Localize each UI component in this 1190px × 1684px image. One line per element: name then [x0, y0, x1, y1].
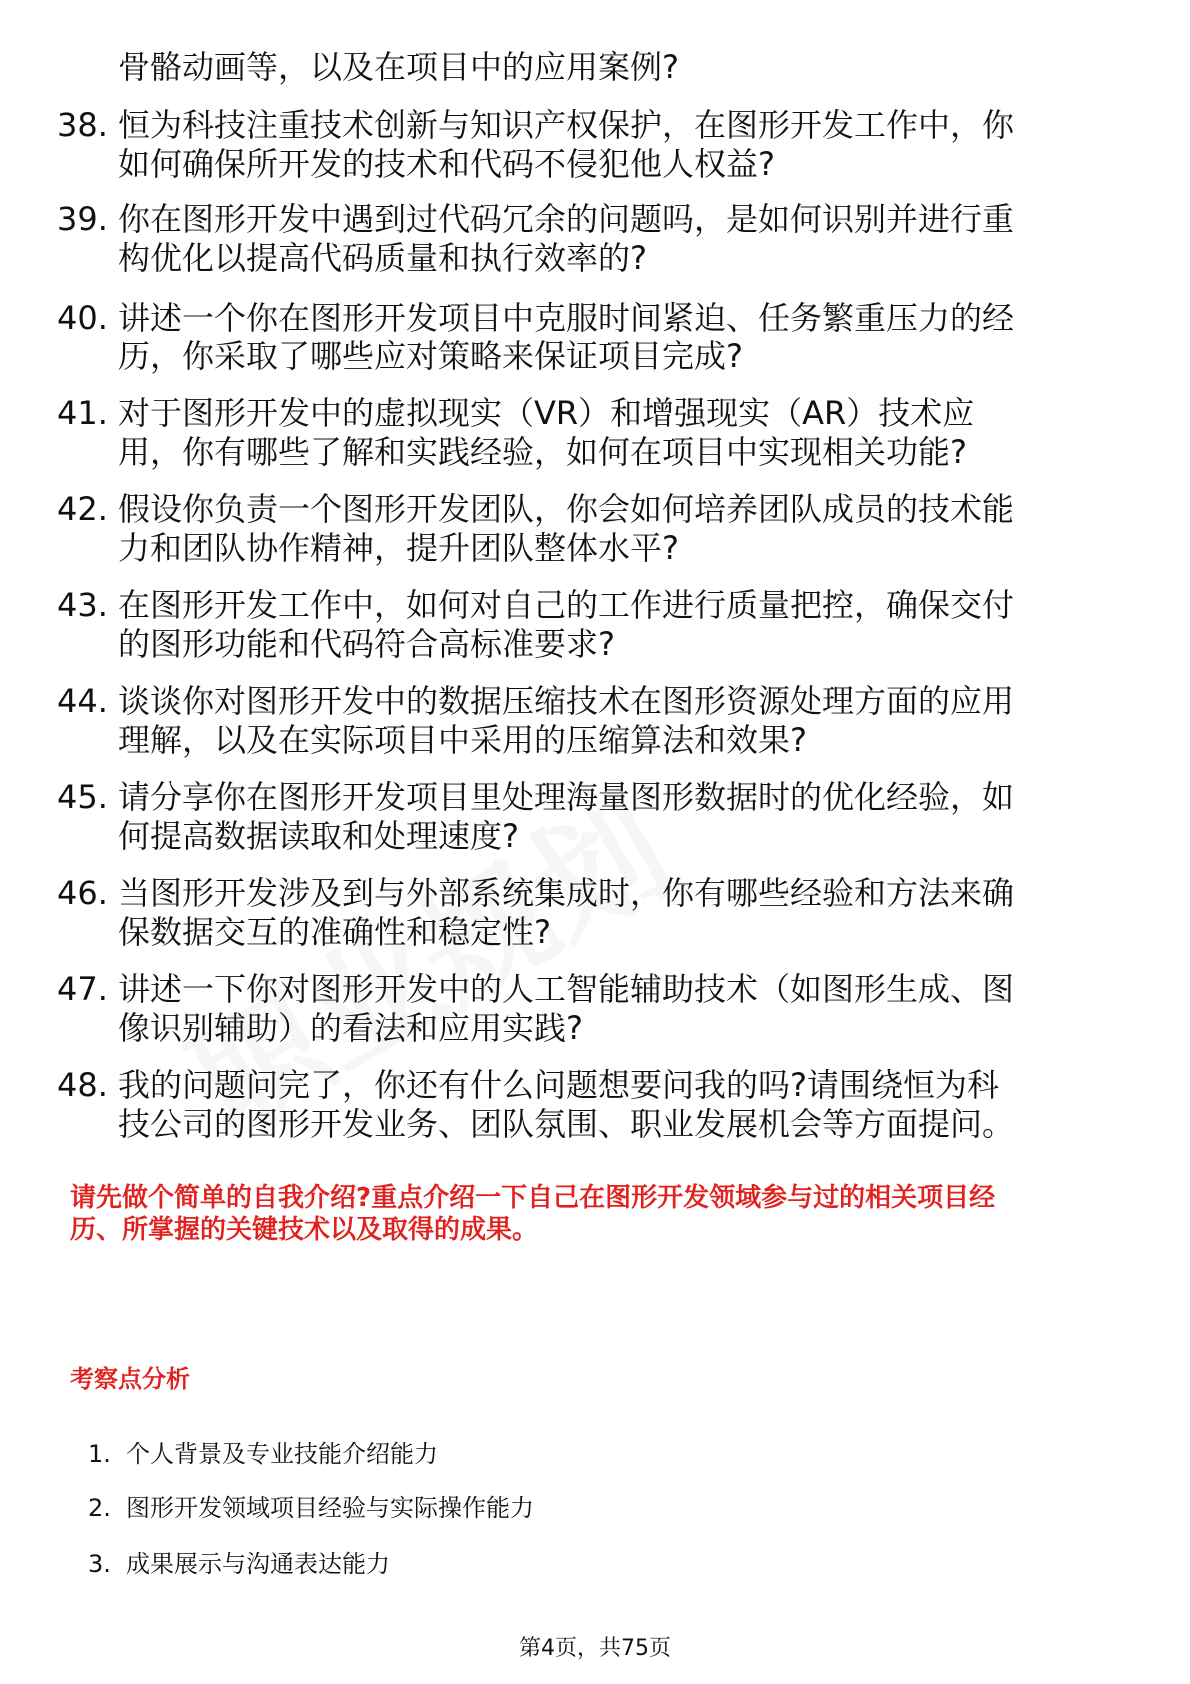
analysis-point-number: 2. [88, 1494, 111, 1522]
question-line: 用，你有哪些了解和实践经验，如何在项目中实现相关功能? [118, 433, 967, 471]
question-line: 何提高数据读取和处理速度? [118, 817, 519, 855]
highlight-question-line: 请先做个简单的自我介绍?重点介绍一下自己在图形开发领域参与过的相关项目经 [70, 1183, 996, 1213]
analysis-point-text: 图形开发领域项目经验与实际操作能力 [126, 1494, 534, 1522]
question-number: 39. [57, 200, 108, 238]
question-number: 45. [57, 778, 108, 816]
question-line: 理解，以及在实际项目中采用的压缩算法和效果? [118, 721, 807, 759]
question-number: 43. [57, 586, 108, 624]
question-line: 历，你采取了哪些应对策略来保证项目完成? [118, 337, 743, 375]
question-line: 保数据交互的准确性和稳定性? [118, 913, 551, 951]
question-number: 40. [57, 299, 108, 337]
question-number: 38. [57, 106, 108, 144]
question-number: 42. [57, 490, 108, 528]
highlight-question-line: 历、所掌握的关键技术以及取得的成果。 [70, 1215, 539, 1245]
question-line: 技公司的图形开发业务、团队氛围、职业发展机会等方面提问。 [118, 1105, 1015, 1143]
question-line: 我的问题问完了，你还有什么问题想要问我的吗?请围绕恒为科 [118, 1066, 999, 1104]
question-line: 构优化以提高代码质量和执行效率的? [118, 239, 647, 277]
question-line: 在图形开发工作中，如何对自己的工作进行质量把控，确保交付 [118, 586, 1015, 624]
question-line: 谈谈你对图形开发中的数据压缩技术在图形资源处理方面的应用 [118, 682, 1015, 720]
analysis-point-number: 3. [88, 1550, 111, 1578]
analysis-title: 考察点分析 [70, 1365, 190, 1393]
analysis-point-number: 1. [88, 1440, 111, 1468]
question-number: 46. [57, 874, 108, 912]
question-line: 讲述一下你对图形开发中的人工智能辅助技术（如图形生成、图 [118, 970, 1015, 1008]
question-number: 44. [57, 682, 108, 720]
question-line: 对于图形开发中的虚拟现实（VR）和增强现实（AR）技术应 [118, 394, 975, 432]
question-line: 力和团队协作精神，提升团队整体水平? [118, 529, 679, 567]
question-line: 恒为科技注重技术创新与知识产权保护，在图形开发工作中，你 [118, 106, 1015, 144]
question-line: 当图形开发涉及到与外部系统集成时，你有哪些经验和方法来确 [118, 874, 1015, 912]
question-line: 你在图形开发中遇到过代码冗余的问题吗，是如何识别并进行重 [118, 200, 1015, 238]
question-line: 如何确保所开发的技术和代码不侵犯他人权益? [118, 145, 775, 183]
question-line: 请分享你在图形开发项目里处理海量图形数据时的优化经验，如 [118, 778, 1015, 816]
analysis-point-text: 个人背景及专业技能介绍能力 [126, 1440, 438, 1468]
analysis-point-text: 成果展示与沟通表达能力 [126, 1550, 390, 1578]
question-number: 48. [57, 1066, 108, 1104]
question-number: 47. [57, 970, 108, 1008]
question-number: 41. [57, 394, 108, 432]
page-footer: 第4页，共75页 [519, 1636, 671, 1661]
question-line: 的图形功能和代码符合高标准要求? [118, 625, 615, 663]
question-line: 讲述一个你在图形开发项目中克服时间紧迫、任务繁重压力的经 [118, 299, 1015, 337]
question-line: 像识别辅助）的看法和应用实践? [118, 1009, 583, 1047]
question-continuation: 骨骼动画等，以及在项目中的应用案例? [118, 48, 679, 86]
question-line: 假设你负责一个图形开发团队，你会如何培养团队成员的技术能 [118, 490, 1015, 528]
